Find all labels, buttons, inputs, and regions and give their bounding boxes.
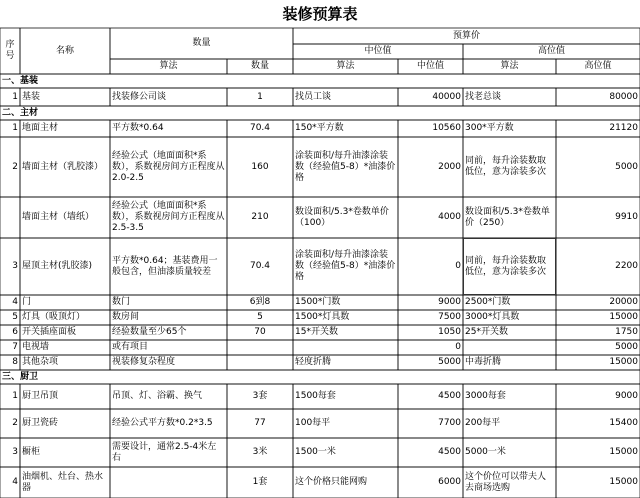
row-mid-value[interactable]: 40000: [432, 91, 461, 102]
row-mid-value[interactable]: 0: [455, 342, 461, 352]
row-name[interactable]: 其他杂项: [22, 357, 59, 367]
row-qty[interactable]: 3套: [252, 391, 268, 401]
row-high-value[interactable]: 80000: [609, 91, 638, 102]
row-seq[interactable]: 1: [12, 123, 18, 133]
row-seq[interactable]: 5: [12, 312, 18, 322]
row-mid-method[interactable]: 1500一米: [295, 447, 336, 457]
row-name[interactable]: 地面主材: [22, 123, 59, 133]
row-seq[interactable]: 8: [12, 357, 18, 367]
row-mid-method[interactable]: 找员工谈: [295, 91, 332, 102]
row-high-method[interactable]: 2500*门数: [465, 297, 511, 307]
header-name[interactable]: 名称: [55, 45, 74, 56]
row-mid-value[interactable]: 4000: [438, 212, 461, 222]
row-mid-method[interactable]: 1500*门数: [295, 297, 341, 307]
row-name[interactable]: 屋顶主材(乳胶漆): [22, 261, 93, 271]
row-mid-value[interactable]: 7500: [438, 312, 461, 322]
row-high-method[interactable]: [463, 340, 556, 355]
row-qty[interactable]: [227, 355, 293, 370]
row-mid-method[interactable]: 涂装面积/每升油漆涂装数（经验值5-8）*油漆价格: [295, 150, 396, 183]
row-qty[interactable]: 1: [257, 91, 263, 102]
row-mid-method[interactable]: 这个价格只能网购: [295, 477, 368, 487]
row-high-value[interactable]: 15000: [609, 312, 638, 322]
row-high-method[interactable]: 5000一米: [465, 447, 506, 457]
row-qty-method[interactable]: 数房间: [112, 312, 140, 322]
row-qty-method[interactable]: [110, 467, 227, 498]
row-qty-method[interactable]: 找装修公司谈: [112, 91, 167, 102]
row-seq[interactable]: 2: [12, 418, 18, 428]
row-high-value[interactable]: 15000: [609, 447, 638, 457]
row-high-value[interactable]: 9000: [615, 391, 638, 401]
row-qty-method[interactable]: 吊顶、灯、浴霸、换气: [112, 391, 203, 401]
row-high-value[interactable]: 5000: [615, 161, 638, 172]
row-qty-method[interactable]: 或有项目: [112, 342, 149, 352]
row-name[interactable]: 基装: [22, 91, 41, 102]
row-high-method[interactable]: 同前，每升涂装数取低位，意为涂装多次: [463, 238, 556, 295]
row-high-method[interactable]: 25*开关数: [465, 327, 508, 337]
row-qty-method[interactable]: 经验公式（地面面积*系数），系数视房间方正程度从2.0-2.5: [112, 150, 225, 183]
header-high-method[interactable]: 算法: [500, 61, 519, 71]
row-mid-value[interactable]: 10560: [432, 123, 461, 133]
header-mid[interactable]: 中位值: [364, 46, 392, 56]
row-qty-method[interactable]: 经验数量至少65个: [112, 327, 187, 337]
row-mid-value[interactable]: 7700: [438, 418, 461, 428]
row-mid-method[interactable]: 150*平方数: [295, 123, 344, 133]
row-high-method[interactable]: 3000每套: [465, 391, 506, 401]
row-high-value[interactable]: 1750: [615, 327, 638, 337]
row-high-value[interactable]: 2200: [615, 261, 638, 271]
row-qty[interactable]: 70: [254, 327, 266, 337]
row-qty-method[interactable]: 数门: [112, 297, 131, 307]
row-name[interactable]: 油烟机、灶台、热水器: [22, 471, 104, 493]
row-mid-method[interactable]: 1500每套: [295, 391, 336, 401]
row-qty[interactable]: 77: [254, 418, 266, 428]
row-high-method[interactable]: 同前，每升涂装数取低位，意为涂装多次: [465, 156, 547, 177]
row-mid-method[interactable]: 轻度折腾: [295, 357, 332, 367]
row-seq[interactable]: 3: [12, 261, 18, 271]
row-high-value[interactable]: 9910: [615, 212, 638, 222]
row-seq[interactable]: 2: [12, 161, 18, 172]
row-high-value[interactable]: 15400: [609, 418, 638, 428]
row-name[interactable]: 门: [22, 297, 32, 307]
row-name[interactable]: 墙面主材（乳胶漆）: [22, 161, 104, 172]
header-mid-method[interactable]: 算法: [336, 61, 355, 71]
row-mid-method[interactable]: 数设面积/5.3*卷数单价（100）: [295, 206, 389, 228]
row-qty[interactable]: 6到8: [249, 297, 271, 307]
header-seq[interactable]: 序号: [5, 40, 15, 61]
row-high-method[interactable]: 300*平方数: [465, 123, 514, 133]
row-name[interactable]: 墙面主材（墙纸）: [22, 212, 95, 222]
row-mid-value[interactable]: 0: [455, 261, 461, 271]
row-qty-method[interactable]: 视装修复杂程度: [112, 357, 176, 367]
row-qty-method[interactable]: 平方数*0.64；基装费用一般包含，但油漆质量较差: [112, 255, 218, 277]
row-name[interactable]: 橱柜: [22, 447, 41, 457]
row-high-method[interactable]: 3000*灯具数: [465, 312, 520, 322]
row-high-value[interactable]: 20000: [609, 297, 638, 307]
header-mid-value[interactable]: 中位值: [416, 61, 444, 71]
header-quantity[interactable]: 数量: [192, 38, 211, 48]
row-seq[interactable]: 3: [12, 447, 18, 457]
row-seq[interactable]: 1: [12, 91, 18, 102]
row-mid-value[interactable]: 1050: [438, 327, 461, 337]
row-high-value[interactable]: 15000: [609, 357, 638, 367]
row-qty[interactable]: 3米: [252, 447, 268, 457]
row-high-method[interactable]: 找老总谈: [465, 91, 502, 102]
row-seq[interactable]: 7: [12, 342, 18, 352]
row-seq[interactable]: 6: [12, 327, 18, 337]
header-budget[interactable]: 预算价: [452, 30, 480, 41]
row-qty-method[interactable]: 平方数*0.64: [112, 123, 164, 133]
row-qty[interactable]: 70.4: [249, 123, 271, 133]
row-qty-method[interactable]: 经验公式平方数*0.2*3.5: [112, 418, 213, 428]
row-qty[interactable]: 1套: [252, 477, 268, 487]
header-high[interactable]: 高位值: [537, 46, 565, 56]
row-mid-value[interactable]: 2000: [438, 161, 461, 172]
row-mid-value[interactable]: 9000: [438, 297, 461, 307]
row-high-value[interactable]: 15000: [609, 477, 638, 487]
sheet-title: 装修预算表: [282, 4, 358, 23]
row-mid-value[interactable]: 4500: [438, 447, 461, 457]
header-qty-method[interactable]: 算法: [159, 61, 178, 71]
row-seq[interactable]: 4: [12, 297, 18, 307]
row-qty[interactable]: 70.4: [249, 261, 271, 271]
row-mid-method[interactable]: 15*开关数: [295, 327, 338, 337]
row-high-method[interactable]: 这个价位可以带夫人去商场选购: [465, 471, 547, 493]
row-qty[interactable]: [227, 340, 293, 355]
row-qty[interactable]: 210: [251, 212, 269, 222]
row-high-method[interactable]: 200每平: [465, 418, 501, 428]
row-name[interactable]: 厨卫瓷砖: [22, 418, 59, 428]
row-high-method[interactable]: 中毒折腾: [465, 357, 502, 367]
row-high-method[interactable]: 数设面积/5.3*卷数单价（250）: [465, 206, 550, 228]
row-high-value[interactable]: 21120: [609, 123, 638, 133]
row-seq[interactable]: 4: [12, 477, 18, 487]
row-qty[interactable]: 160: [251, 161, 269, 172]
row-name[interactable]: 厨卫吊顶: [22, 391, 59, 401]
row-mid-value[interactable]: 6000: [438, 477, 461, 487]
header-qty-value[interactable]: 数量: [250, 61, 269, 71]
section-title-s1[interactable]: 一、基装: [2, 75, 39, 86]
section-title-s2[interactable]: 二、主材: [2, 107, 39, 118]
row-mid-method[interactable]: 1500*灯具数: [295, 312, 350, 322]
row-mid-method[interactable]: 涂装面积/每升油漆涂装数（经验值5-8）*油漆价格: [295, 250, 396, 282]
row-seq[interactable]: 1: [12, 391, 18, 401]
row-mid-value[interactable]: 4500: [438, 391, 461, 401]
row-high-value[interactable]: 5000: [615, 342, 638, 352]
row-qty-method[interactable]: 经验公式（地面面积*系数），系数视房间方正程度从2.5-3.5: [112, 201, 225, 233]
row-mid-method[interactable]: 100每平: [295, 418, 331, 428]
row-name[interactable]: 电视墙: [22, 342, 50, 352]
row-qty[interactable]: 5: [257, 312, 263, 322]
row-qty-method[interactable]: 需要设计，通常2.5-4米左右: [112, 441, 217, 463]
row-name[interactable]: 灯具（吸顶灯）: [22, 312, 86, 322]
section-title-s3[interactable]: 三、厨卫: [2, 371, 39, 382]
row-seq[interactable]: [0, 197, 20, 238]
header-high-value[interactable]: 高位值: [584, 61, 612, 71]
row-mid-method[interactable]: [293, 340, 398, 355]
row-mid-value[interactable]: 5000: [438, 357, 461, 367]
row-name[interactable]: 开关插座面板: [22, 327, 77, 337]
